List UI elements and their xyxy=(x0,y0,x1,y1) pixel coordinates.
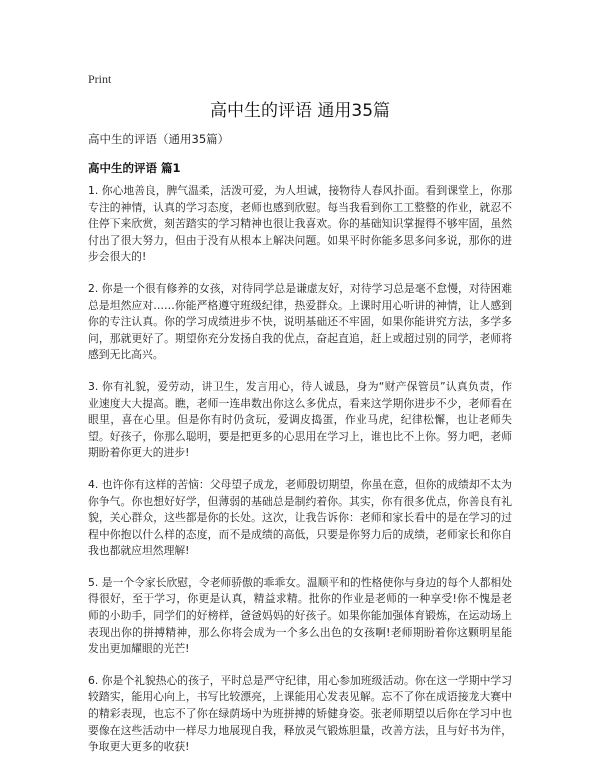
comment-paragraph-5: 5. 是一个令家长欣慰，令老师骄傲的乖乖女。温顺平和的性格使你与身边的每个人都相处得很好，至于学习，你更是认真，精益求精。批你的作业是老师的一种享受!你不愧是老师的小助手，同学们的好榜样，爸爸妈妈的好孩子。如果你能加强体育锻炼，在运动场上表现出你的拼搏精神，那么你将会成为一个多么出色的女孩啊!老师期盼着你这颗明星能发出更加耀眼的光芒! xyxy=(88,575,513,656)
comment-list xyxy=(88,183,512,771)
document-subtitle: 高中生的评语（通用35篇） xyxy=(88,132,230,146)
comment-paragraph-1: 1. 你心地善良，脾气温柔，活泼可爱，为人坦诚，接物待人春风扑面。看到课堂上，你那专注的神情，认真的学习态度，老师也感到欣慰。每当我看到你工工整整的作业，就忍不住停下来欣赏，刻苦踏实的学习精神也很让我喜欢。你的基础知识掌握得不够牢固，虽然付出了很大努力，但由于没有从根本上解决问题。如果平时你能多思多问多说，那你的进步会很大的! xyxy=(88,184,513,264)
comment-paragraph-2: 2. 你是一个很有修养的女孩，对待同学总是谦虚友好，对待学习总是毫不怠慢，对待困难总是坦然应对……你能严格遵守班级纪律，热爱群众。上课时用心听讲的神情，让人感到你的专注认真。你的学习成绩进步不快，说明基础还不牢固，如果你能讲究方法，多学多问，那就更好了。期望你充分发扬自我的优点，奋起直追，赶上或超过别的同学，老师将感到无比高兴。 xyxy=(88,281,513,362)
section-heading: 高中生的评语 篇1 xyxy=(88,161,181,175)
comment-paragraph-4: 4. 也许你有这样的苦恼：父母望子成龙，老师殷切期望，你虽在意，但你的成绩却不太为你争气。你也想好好学，但薄弱的基础总是制约着你。其实，你有很多优点，你善良有礼貌，关心群众，这些都是你的长处。这次，让我告诉你：老师和家长看中的是在学习的过程中你抱以什么样的态度，而不是成绩的高低，只要是你努力后的成绩，老师家长和你自我也都就应坦然理解! xyxy=(88,477,513,558)
comment-paragraph-3: 3. 你有礼貌，爱劳动，讲卫生，发言用心，待人诚恳，身为“财产保管员”认真负责，作业速度大大提高。瞧，老师一连串数出你这么多优点，看来这学期你进步不少，老师看在眼里，喜在心里。但是你有时仍贪玩，爱调皮捣蛋，作业马虎，纪律松懈，也让老师失望。好孩子，你那么聪明，要是把更多的心思用在学习上，谁也比不上你。努力吧，老师期盼着你更大的进步! xyxy=(88,379,512,460)
print-label: Print xyxy=(88,72,112,86)
comment-paragraph-6: 6. 你是个礼貌热心的孩子，平时总是严守纪律，用心参加班级活动。你在这一学期中学习较踏实，能用心向上，书写比较漂亮，上课能用心发表见解。忘不了你在成语接龙大赛中的精彩表现，也忘不了你在绿荫场中为班拼搏的矫健身姿。张老师期望以后你在学习中也要像在这些活动中一样尽力地展现自我，释放灵气锻炼胆量，改善方法，且与好书为伴，争取更大更多的收获! xyxy=(88,673,513,754)
page-title: 高中生的评语 通用35篇 xyxy=(209,101,391,121)
